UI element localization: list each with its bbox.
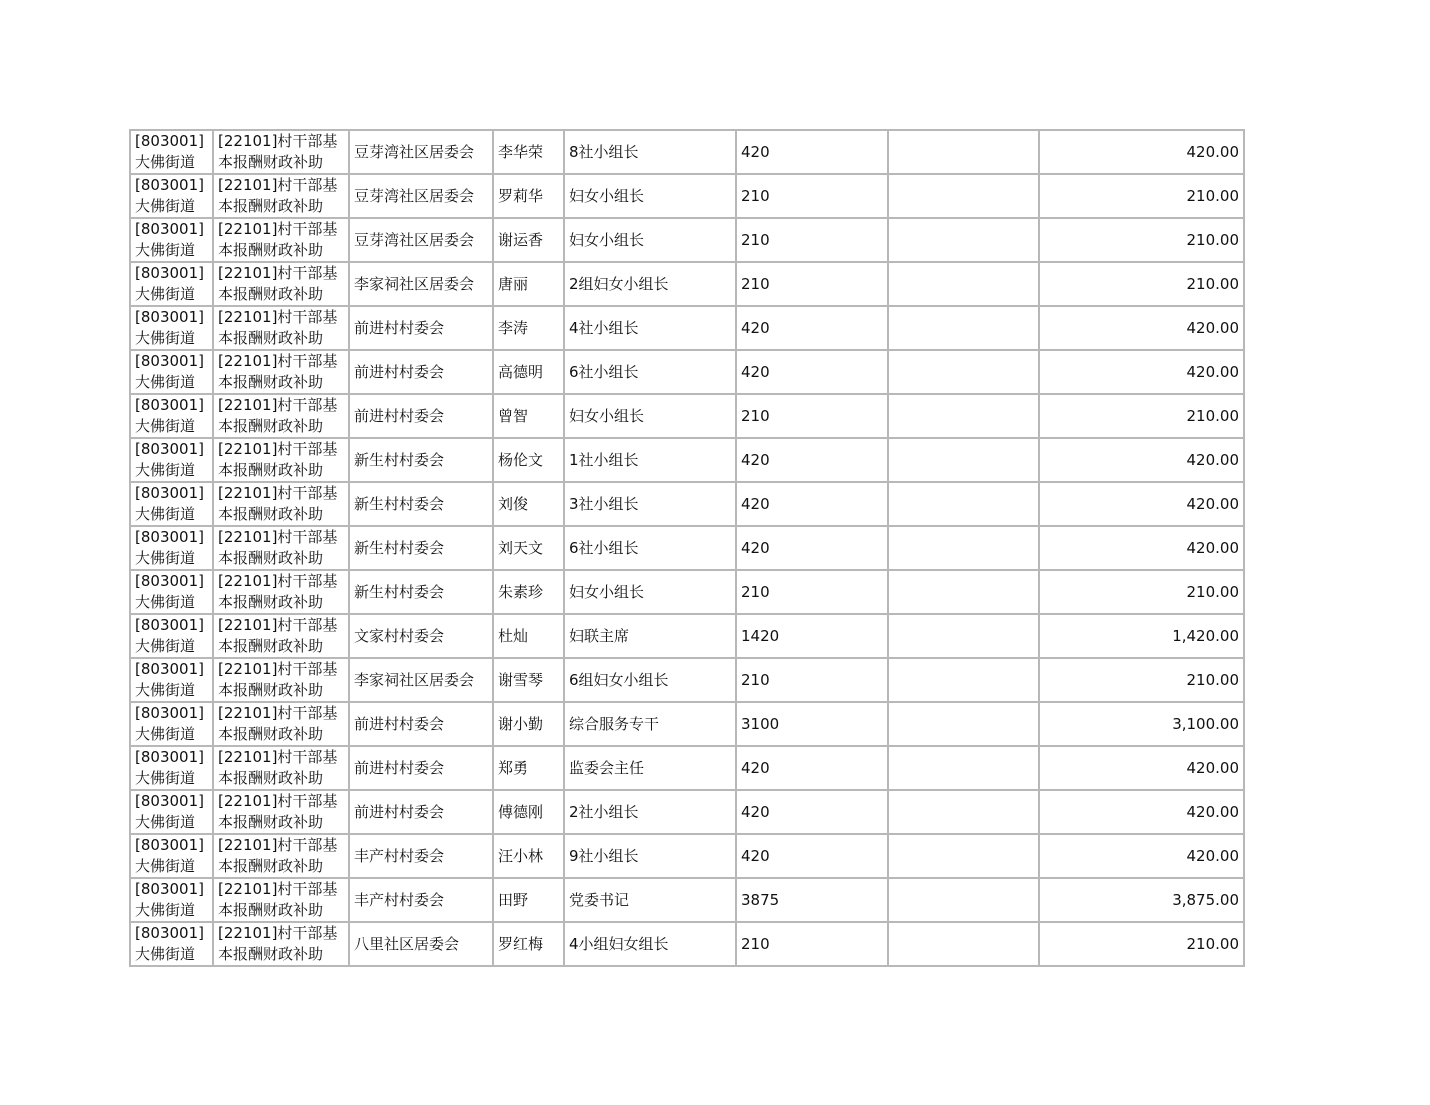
unit-code: [803001] <box>135 308 204 326</box>
note-cell <box>888 922 1039 966</box>
unit-name: 大佛街道 <box>135 505 196 523</box>
item-cell <box>213 262 349 306</box>
unit-cell <box>130 526 213 570</box>
org-cell: 新生村村委会 <box>349 526 493 570</box>
item-code: [22101]村干部基 <box>218 440 338 458</box>
unit-name: 大佛街道 <box>135 725 196 743</box>
base-cell: 420 <box>736 438 888 482</box>
base-cell: 420 <box>736 746 888 790</box>
position-cell: 6组妇女小组长 <box>564 658 736 702</box>
unit-code: [803001] <box>135 836 204 854</box>
position-cell: 监委会主任 <box>564 746 736 790</box>
item-code: [22101]村干部基 <box>218 352 338 370</box>
position-cell: 党委书记 <box>564 878 736 922</box>
unit-code: [803001] <box>135 748 204 766</box>
amount-cell: 1,420.00 <box>1039 614 1244 658</box>
position-cell: 2组妇女小组长 <box>564 262 736 306</box>
position-cell: 4社小组长 <box>564 306 736 350</box>
person-cell: 刘天文 <box>493 526 564 570</box>
base-cell: 210 <box>736 658 888 702</box>
unit-code: [803001] <box>135 880 204 898</box>
item-name: 本报酬财政补助 <box>218 637 324 655</box>
unit-cell <box>130 174 213 218</box>
item-code: [22101]村干部基 <box>218 528 338 546</box>
unit-cell <box>130 922 213 966</box>
note-cell <box>888 702 1039 746</box>
amount-cell: 210.00 <box>1039 570 1244 614</box>
org-cell: 八里社区居委会 <box>349 922 493 966</box>
base-cell: 1420 <box>736 614 888 658</box>
org-cell: 前进村村委会 <box>349 746 493 790</box>
position-cell: 妇女小组长 <box>564 570 736 614</box>
item-cell <box>213 570 349 614</box>
org-cell: 李家祠社区居委会 <box>349 262 493 306</box>
item-code: [22101]村干部基 <box>218 572 338 590</box>
item-name: 本报酬财政补助 <box>218 241 324 259</box>
unit-cell <box>130 306 213 350</box>
table-row <box>130 878 1244 922</box>
unit-name: 大佛街道 <box>135 461 196 479</box>
table-row <box>130 306 1244 350</box>
table-row <box>130 746 1244 790</box>
unit-code: [803001] <box>135 616 204 634</box>
unit-cell <box>130 614 213 658</box>
table-row <box>130 614 1244 658</box>
unit-name: 大佛街道 <box>135 197 196 215</box>
item-cell <box>213 482 349 526</box>
item-code: [22101]村干部基 <box>218 924 338 942</box>
unit-cell <box>130 878 213 922</box>
item-name: 本报酬财政补助 <box>218 813 324 831</box>
item-code: [22101]村干部基 <box>218 396 338 414</box>
item-cell <box>213 174 349 218</box>
base-cell: 420 <box>736 306 888 350</box>
item-name: 本报酬财政补助 <box>218 593 324 611</box>
note-cell <box>888 482 1039 526</box>
unit-cell <box>130 790 213 834</box>
unit-code: [803001] <box>135 176 204 194</box>
person-cell: 唐丽 <box>493 262 564 306</box>
amount-cell: 420.00 <box>1039 306 1244 350</box>
position-cell: 2社小组长 <box>564 790 736 834</box>
amount-cell: 210.00 <box>1039 218 1244 262</box>
item-cell <box>213 526 349 570</box>
item-name: 本报酬财政补助 <box>218 769 324 787</box>
position-cell: 4小组妇女组长 <box>564 922 736 966</box>
note-cell <box>888 262 1039 306</box>
base-cell: 420 <box>736 130 888 174</box>
note-cell <box>888 174 1039 218</box>
item-name: 本报酬财政补助 <box>218 153 324 171</box>
position-cell: 6社小组长 <box>564 350 736 394</box>
item-cell <box>213 658 349 702</box>
table-body <box>130 130 1244 966</box>
amount-cell: 420.00 <box>1039 130 1244 174</box>
amount-cell: 210.00 <box>1039 658 1244 702</box>
unit-name: 大佛街道 <box>135 945 196 963</box>
person-cell: 谢运香 <box>493 218 564 262</box>
position-cell: 妇女小组长 <box>564 394 736 438</box>
unit-name: 大佛街道 <box>135 373 196 391</box>
org-cell: 丰产村村委会 <box>349 834 493 878</box>
item-cell <box>213 922 349 966</box>
note-cell <box>888 746 1039 790</box>
base-cell: 210 <box>736 262 888 306</box>
unit-code: [803001] <box>135 396 204 414</box>
item-code: [22101]村干部基 <box>218 264 338 282</box>
base-cell: 420 <box>736 350 888 394</box>
unit-cell <box>130 218 213 262</box>
unit-cell <box>130 702 213 746</box>
person-cell: 李涛 <box>493 306 564 350</box>
unit-name: 大佛街道 <box>135 813 196 831</box>
item-code: [22101]村干部基 <box>218 176 338 194</box>
note-cell <box>888 130 1039 174</box>
base-cell: 210 <box>736 218 888 262</box>
position-cell: 妇女小组长 <box>564 218 736 262</box>
item-name: 本报酬财政补助 <box>218 681 324 699</box>
unit-cell <box>130 350 213 394</box>
note-cell <box>888 790 1039 834</box>
item-code: [22101]村干部基 <box>218 616 338 634</box>
item-name: 本报酬财政补助 <box>218 505 324 523</box>
note-cell <box>888 350 1039 394</box>
person-cell: 郑勇 <box>493 746 564 790</box>
item-code: [22101]村干部基 <box>218 308 338 326</box>
item-name: 本报酬财政补助 <box>218 725 324 743</box>
unit-code: [803001] <box>135 924 204 942</box>
person-cell: 罗莉华 <box>493 174 564 218</box>
unit-code: [803001] <box>135 484 204 502</box>
amount-cell: 210.00 <box>1039 174 1244 218</box>
item-name: 本报酬财政补助 <box>218 945 324 963</box>
table-row <box>130 438 1244 482</box>
person-cell: 高德明 <box>493 350 564 394</box>
position-cell: 6社小组长 <box>564 526 736 570</box>
unit-name: 大佛街道 <box>135 153 196 171</box>
position-cell: 妇女小组长 <box>564 174 736 218</box>
person-cell: 刘俊 <box>493 482 564 526</box>
amount-cell: 3,875.00 <box>1039 878 1244 922</box>
person-cell: 李华荣 <box>493 130 564 174</box>
unit-name: 大佛街道 <box>135 329 196 347</box>
item-cell <box>213 218 349 262</box>
unit-name: 大佛街道 <box>135 901 196 919</box>
item-cell <box>213 702 349 746</box>
unit-code: [803001] <box>135 264 204 282</box>
org-cell: 前进村村委会 <box>349 350 493 394</box>
unit-code: [803001] <box>135 528 204 546</box>
person-cell: 杨伦文 <box>493 438 564 482</box>
item-cell <box>213 834 349 878</box>
item-cell <box>213 306 349 350</box>
item-cell <box>213 614 349 658</box>
person-cell: 杜灿 <box>493 614 564 658</box>
amount-cell: 420.00 <box>1039 746 1244 790</box>
unit-code: [803001] <box>135 704 204 722</box>
unit-name: 大佛街道 <box>135 285 196 303</box>
position-cell: 妇联主席 <box>564 614 736 658</box>
amount-cell: 210.00 <box>1039 394 1244 438</box>
unit-name: 大佛街道 <box>135 769 196 787</box>
org-cell: 丰产村村委会 <box>349 878 493 922</box>
org-cell: 李家祠社区居委会 <box>349 658 493 702</box>
amount-cell: 210.00 <box>1039 922 1244 966</box>
table-row <box>130 790 1244 834</box>
position-cell: 3社小组长 <box>564 482 736 526</box>
unit-name: 大佛街道 <box>135 549 196 567</box>
item-cell <box>213 350 349 394</box>
unit-name: 大佛街道 <box>135 681 196 699</box>
note-cell <box>888 614 1039 658</box>
org-cell: 新生村村委会 <box>349 482 493 526</box>
note-cell <box>888 658 1039 702</box>
item-name: 本报酬财政补助 <box>218 857 324 875</box>
unit-cell <box>130 482 213 526</box>
item-code: [22101]村干部基 <box>218 484 338 502</box>
base-cell: 420 <box>736 482 888 526</box>
position-cell: 综合服务专干 <box>564 702 736 746</box>
item-cell <box>213 438 349 482</box>
note-cell <box>888 834 1039 878</box>
base-cell: 420 <box>736 790 888 834</box>
item-name: 本报酬财政补助 <box>218 197 324 215</box>
unit-name: 大佛街道 <box>135 241 196 259</box>
amount-cell: 420.00 <box>1039 834 1244 878</box>
org-cell: 豆芽湾社区居委会 <box>349 218 493 262</box>
note-cell <box>888 394 1039 438</box>
org-cell: 前进村村委会 <box>349 394 493 438</box>
item-code: [22101]村干部基 <box>218 880 338 898</box>
unit-code: [803001] <box>135 792 204 810</box>
position-cell: 9社小组长 <box>564 834 736 878</box>
item-name: 本报酬财政补助 <box>218 461 324 479</box>
unit-code: [803001] <box>135 440 204 458</box>
unit-cell <box>130 746 213 790</box>
unit-code: [803001] <box>135 660 204 678</box>
org-cell: 前进村村委会 <box>349 702 493 746</box>
unit-cell <box>130 438 213 482</box>
table-row <box>130 570 1244 614</box>
unit-code: [803001] <box>135 572 204 590</box>
table-row <box>130 174 1244 218</box>
item-name: 本报酬财政补助 <box>218 549 324 567</box>
base-cell: 420 <box>736 834 888 878</box>
note-cell <box>888 438 1039 482</box>
unit-cell <box>130 262 213 306</box>
org-cell: 新生村村委会 <box>349 438 493 482</box>
person-cell: 傅德刚 <box>493 790 564 834</box>
table-row <box>130 526 1244 570</box>
item-code: [22101]村干部基 <box>218 132 338 150</box>
note-cell <box>888 570 1039 614</box>
unit-cell <box>130 834 213 878</box>
amount-cell: 420.00 <box>1039 482 1244 526</box>
unit-name: 大佛街道 <box>135 593 196 611</box>
base-cell: 210 <box>736 570 888 614</box>
unit-code: [803001] <box>135 220 204 238</box>
unit-cell <box>130 394 213 438</box>
table-row <box>130 834 1244 878</box>
item-name: 本报酬财政补助 <box>218 373 324 391</box>
table-row <box>130 922 1244 966</box>
position-cell: 8社小组长 <box>564 130 736 174</box>
org-cell: 新生村村委会 <box>349 570 493 614</box>
item-cell <box>213 878 349 922</box>
base-cell: 3100 <box>736 702 888 746</box>
amount-cell: 420.00 <box>1039 438 1244 482</box>
amount-cell: 420.00 <box>1039 790 1244 834</box>
item-cell <box>213 394 349 438</box>
org-cell: 前进村村委会 <box>349 306 493 350</box>
item-code: [22101]村干部基 <box>218 748 338 766</box>
org-cell: 豆芽湾社区居委会 <box>349 130 493 174</box>
table-row <box>130 350 1244 394</box>
person-cell: 朱素珍 <box>493 570 564 614</box>
base-cell: 210 <box>736 922 888 966</box>
org-cell: 文家村村委会 <box>349 614 493 658</box>
table-row <box>130 482 1244 526</box>
person-cell: 罗红梅 <box>493 922 564 966</box>
amount-cell: 420.00 <box>1039 350 1244 394</box>
position-cell: 1社小组长 <box>564 438 736 482</box>
data-table <box>129 129 1245 967</box>
unit-name: 大佛街道 <box>135 417 196 435</box>
base-cell: 210 <box>736 174 888 218</box>
item-code: [22101]村干部基 <box>218 660 338 678</box>
org-cell: 前进村村委会 <box>349 790 493 834</box>
unit-code: [803001] <box>135 132 204 150</box>
item-code: [22101]村干部基 <box>218 836 338 854</box>
amount-cell: 210.00 <box>1039 262 1244 306</box>
person-cell: 曾智 <box>493 394 564 438</box>
note-cell <box>888 526 1039 570</box>
note-cell <box>888 878 1039 922</box>
person-cell: 谢雪琴 <box>493 658 564 702</box>
item-cell <box>213 130 349 174</box>
table-row <box>130 658 1244 702</box>
item-code: [22101]村干部基 <box>218 704 338 722</box>
base-cell: 420 <box>736 526 888 570</box>
item-name: 本报酬财政补助 <box>218 417 324 435</box>
item-cell <box>213 790 349 834</box>
unit-cell <box>130 570 213 614</box>
item-cell <box>213 746 349 790</box>
unit-name: 大佛街道 <box>135 637 196 655</box>
table-row <box>130 130 1244 174</box>
item-name: 本报酬财政补助 <box>218 329 324 347</box>
unit-cell <box>130 130 213 174</box>
person-cell: 田野 <box>493 878 564 922</box>
table-row <box>130 702 1244 746</box>
person-cell: 汪小林 <box>493 834 564 878</box>
note-cell <box>888 218 1039 262</box>
amount-cell: 3,100.00 <box>1039 702 1244 746</box>
person-cell: 谢小勤 <box>493 702 564 746</box>
org-cell: 豆芽湾社区居委会 <box>349 174 493 218</box>
base-cell: 3875 <box>736 878 888 922</box>
item-name: 本报酬财政补助 <box>218 285 324 303</box>
table-row <box>130 394 1244 438</box>
item-name: 本报酬财政补助 <box>218 901 324 919</box>
item-code: [22101]村干部基 <box>218 220 338 238</box>
unit-code: [803001] <box>135 352 204 370</box>
base-cell: 210 <box>736 394 888 438</box>
unit-name: 大佛街道 <box>135 857 196 875</box>
amount-cell: 420.00 <box>1039 526 1244 570</box>
table-row <box>130 262 1244 306</box>
unit-cell <box>130 658 213 702</box>
note-cell <box>888 306 1039 350</box>
table-row <box>130 218 1244 262</box>
item-code: [22101]村干部基 <box>218 792 338 810</box>
